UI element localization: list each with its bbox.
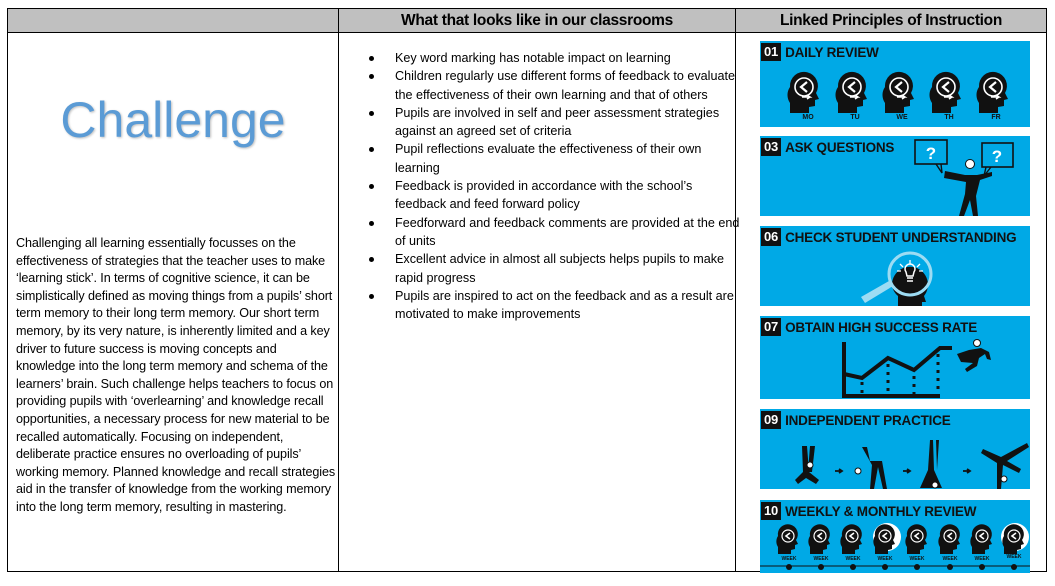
list-item: Pupils are inspired to act on the feedback and as a result are motivated to make improvements xyxy=(366,287,746,324)
principle-number: 03 xyxy=(761,138,781,156)
list-item: Children regularly use different forms of feedback to evaluate the effectiveness of their own learning and that of others xyxy=(366,67,746,104)
week-label: WEEK xyxy=(1006,554,1022,560)
day-label: MO xyxy=(802,114,814,121)
principle-panel-daily-review xyxy=(760,41,1030,127)
principle-label: OBTAIN HIGH SUCCESS RATE xyxy=(785,319,978,335)
principle-number: 07 xyxy=(761,318,781,336)
list-item: Key word marking has notable impact on learning xyxy=(366,49,746,67)
day-label: TH xyxy=(944,114,954,121)
head-icon xyxy=(976,72,1008,113)
weekly-review-heads xyxy=(760,500,1030,573)
head-icon xyxy=(929,72,961,113)
theme-description xyxy=(16,235,336,517)
head-icon xyxy=(835,72,867,113)
week-label: WEEK xyxy=(781,556,797,562)
daily-review-heads xyxy=(760,65,1030,125)
day-label: FR xyxy=(991,114,1001,121)
principle-number: 06 xyxy=(761,228,781,246)
week-label: WEEK xyxy=(909,556,925,562)
week-label: WEEK xyxy=(877,556,893,562)
theme-title: Challenge xyxy=(60,92,286,148)
magnifier-lightbulb-icon xyxy=(760,226,1030,306)
principle-panel-independent-practice xyxy=(760,409,1030,489)
principle-panel-ask-questions xyxy=(760,136,1030,216)
principle-label: INDEPENDENT PRACTICE xyxy=(785,412,951,428)
day-label: TU xyxy=(850,114,860,121)
week-label: WEEK xyxy=(942,556,958,562)
principle-label: DAILY REVIEW xyxy=(785,44,879,60)
list-item: Feedforward and feedback comments are provided at the end of units xyxy=(366,214,746,251)
principle-number: 10 xyxy=(761,502,781,520)
day-label: WE xyxy=(896,114,908,121)
theme-description-text: Challenging all learning essentially focusses on the effectiveness of strategies that the teacher uses to make ‘learning stick’. In terms of cognitive science, it can be simplistically defined as moving things from a pupils’ short term memory to their long term memory. Our short term memory, by its very nature, is inherently limited and a key driver to future success is moving concepts and knowledge into the long term memory and schema of the learners’ brain. Such challenge helps teachers to focus on providing pupils with ‘overlearning’ and knowledge recall opportunities, a necessary process for new material to be recalled automatically. Focusing on independent, deliberate practice ensures no overloading of pupils’ working memory. Planned knowledge and recall strategies aid in the transfer of knowledge from the working memory into the long term memory, resulting in mastering. xyxy=(16,236,336,514)
week-label: WEEK xyxy=(813,556,829,562)
svg-text:?: ? xyxy=(925,144,937,163)
principle-label: CHECK STUDENT UNDERSTANDING xyxy=(785,229,1017,245)
table-header-row xyxy=(8,9,1046,33)
list-item: Pupil reflections evaluate the effectiveness of their own learning xyxy=(366,140,746,177)
column-divider xyxy=(338,9,339,571)
list-item: Pupils are involved in self and peer assessment strategies against an agreed set of criteria xyxy=(366,104,746,141)
head-icon xyxy=(882,72,914,113)
principle-label: WEEKLY & MONTHLY REVIEW xyxy=(785,503,977,519)
list-item: Feedback is provided in accordance with the school’s feedback and feed forward policy xyxy=(366,177,746,214)
principle-panel-weekly-monthly-review xyxy=(760,500,1030,573)
gymnast-sequence-icon xyxy=(760,409,1030,489)
week-label: WEEK xyxy=(974,556,990,562)
head-icon xyxy=(787,72,819,113)
header-col-theme xyxy=(8,9,338,33)
success-rate-chart-icon xyxy=(760,316,1030,399)
principle-label: ASK QUESTIONS xyxy=(785,139,895,155)
week-label: WEEK xyxy=(845,556,861,562)
list-item: Excellent advice in almost all subjects helps pupils to make rapid progress xyxy=(366,250,746,287)
principle-number: 09 xyxy=(761,411,781,429)
header-col-principles: Linked Principles of Instruction xyxy=(779,12,1003,29)
principles-table xyxy=(7,8,1047,572)
header-col-classrooms: What that looks like in our classrooms xyxy=(401,12,673,29)
principle-panel-high-success-rate xyxy=(760,316,1030,399)
ask-questions-illustration xyxy=(760,136,1030,216)
principle-number: 01 xyxy=(761,43,781,61)
svg-text:?: ? xyxy=(991,147,1003,166)
principle-panel-check-understanding xyxy=(760,226,1030,306)
classroom-points-list xyxy=(366,49,746,323)
principle-title xyxy=(761,43,879,61)
